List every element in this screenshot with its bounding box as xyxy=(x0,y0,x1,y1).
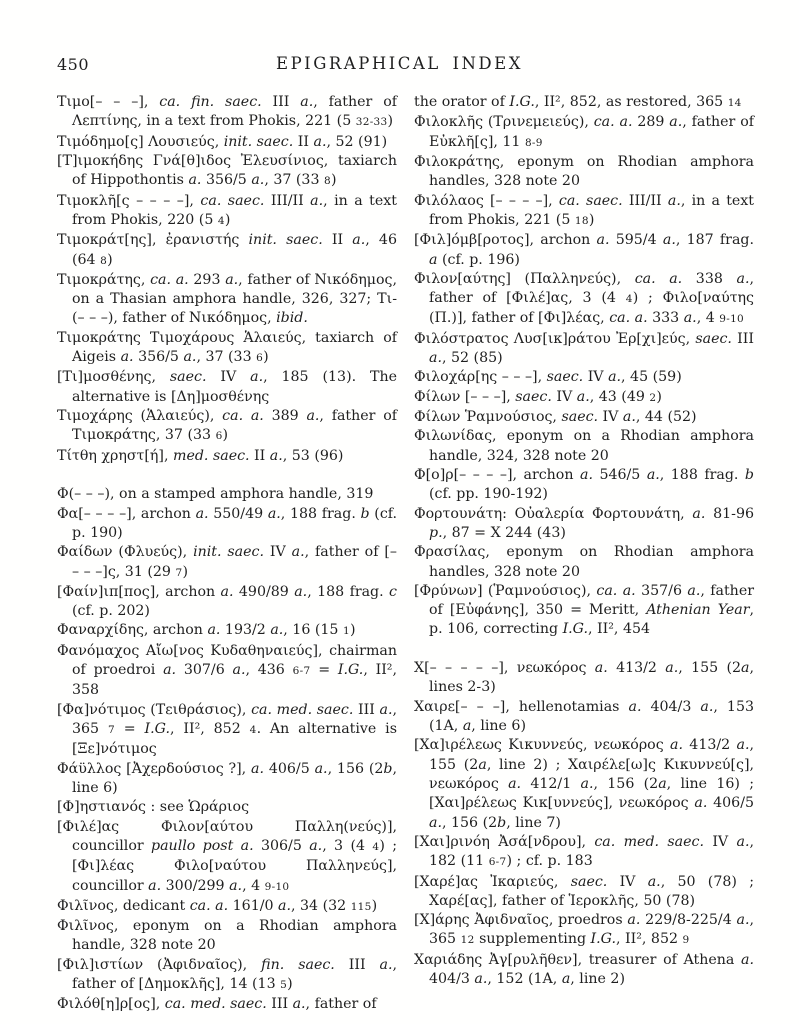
italic-text: a. xyxy=(669,737,683,754)
italic-text: a. xyxy=(665,660,679,677)
index-entry: Τιμοκράτ[ης], ἐρανιστής init. saec. II a., 46 (64 8) xyxy=(57,232,397,268)
italic-text: I.G. xyxy=(144,721,170,737)
italic-text: a. xyxy=(251,760,264,777)
index-entry: Φαναρχίδης, archon a. 193/2 a., 16 (15 1) xyxy=(57,622,356,639)
italic-text: Athenian Year xyxy=(646,602,750,619)
italic-text: a. xyxy=(250,369,264,386)
italic-text: ca. a. xyxy=(189,897,229,914)
italic-text: a. xyxy=(352,232,366,249)
italic-text: a. xyxy=(694,795,708,812)
italic-text: a. xyxy=(379,956,393,973)
index-entry: Φίλων Ῥαμνούσιος, saec. IV a., 44 (52) xyxy=(414,409,697,425)
italic-text: p. xyxy=(429,524,443,541)
italic-text: a. xyxy=(229,877,243,894)
index-entry: Φορτουνάτη: Οὐαλερία Φορτουνάτη, a. 81-96 p., 87 = X 244 (43) xyxy=(414,505,754,541)
italic-text: a. xyxy=(195,505,209,522)
italic-text: a. xyxy=(741,951,754,968)
index-entry: Φίλων [– – –], saec. IV a., 43 (49 2) xyxy=(414,388,662,405)
index-entry: the orator of I.G., II², 852, as restored, 365 14 xyxy=(414,94,742,110)
italic-text: ca. a. xyxy=(222,408,264,424)
index-entry: Χαιρε[– – –], hellenotamias a. 404/3 a., 153 (1A, a, line 6) xyxy=(414,698,754,734)
index-entry: Χ[– – – – –], νεωκόρος a. 413/2 a., 155 (2a, lines 2-3) xyxy=(414,660,755,696)
line-number-ref: 2 xyxy=(649,391,657,404)
italic-text: a. xyxy=(306,408,320,424)
italic-text: a. xyxy=(594,660,608,677)
italic-text: a. xyxy=(700,698,714,715)
italic-text: ca. med. saec. xyxy=(251,701,354,718)
italic-text: a. xyxy=(596,232,610,249)
italic-text: a. xyxy=(207,622,221,639)
italic-text: a xyxy=(658,775,667,792)
italic-text: a. xyxy=(225,271,239,288)
index-entry: Φ[ο]ρ[– – – –], archon a. 546/5 a., 188 frag. b (cf. pp. 190-192) xyxy=(414,466,755,503)
index-entry: Τιμοκλῆ[ς – – – –], ca. saec. III/II a., in a text from Phokis, 220 (5 4) xyxy=(57,192,397,228)
italic-text: a. xyxy=(148,877,162,894)
italic-text: a xyxy=(478,756,487,773)
italic-text: ca. a. xyxy=(150,271,189,288)
italic-text: b xyxy=(360,505,370,522)
italic-text: a. xyxy=(232,662,246,679)
italic-text: ca. a. xyxy=(596,582,636,599)
index-entry: Φιλον[αύτης] (Παλληνεύς), ca. a. 338 a., father of [Φιλέ]ας, 3 (4 4) ; Φιλο[ναύτης (Π.)], father of [Φι]λέας, ca. a. 333 a., 4 9-10 xyxy=(414,270,754,327)
index-entry: Τιμο[– – –], ca. fin. saec. III a., father of Λεπτίνης, in a text from Phokis, 221 (5 32-33) xyxy=(57,94,397,130)
index-entry: Φιλοχάρ[ης – – –], saec. IV a., 45 (59) xyxy=(414,369,682,386)
italic-text: paullo post a. xyxy=(151,837,254,854)
index-entry: Φιλόθ[η]ρ[ος], ca. med. saec. III a., father of xyxy=(57,996,377,1013)
italic-text: ca. a. xyxy=(609,310,648,327)
italic-text: a. xyxy=(736,737,750,754)
italic-text: a. xyxy=(291,544,305,561)
italic-text: a. xyxy=(379,701,393,718)
line-number-ref: 6 xyxy=(215,430,223,443)
index-entry: Τίτθη χρηστ[ή], med. saec. II a., 53 (96) xyxy=(57,447,344,464)
running-head xyxy=(0,54,799,76)
italic-text: a. xyxy=(736,912,750,929)
index-entry: Φιλόστρατος Λυσ[ικ]ράτου Ἐρ[χι]εύς, saec. III a., 52 (85) xyxy=(414,330,754,367)
italic-text: a. xyxy=(736,270,750,287)
italic-text: a. xyxy=(309,837,323,854)
line-number-ref: 9-10 xyxy=(264,880,290,893)
line-number-ref: 1 xyxy=(342,625,350,638)
line-number-ref: 4 xyxy=(217,214,225,227)
italic-text: init. saec. xyxy=(248,232,323,249)
italic-text: a. xyxy=(300,94,314,110)
line-number-ref: 8 xyxy=(324,175,331,188)
italic-text: ca. saec. xyxy=(558,192,623,209)
index-entry: [Φαίν]ιπ[πος], archon a. 490/89 a., 188 frag. c (cf. p. 202) xyxy=(57,583,397,620)
italic-text: init. saec. xyxy=(193,544,264,561)
italic-text: a. xyxy=(163,662,177,679)
italic-text: b xyxy=(744,466,755,483)
line-number-ref: 9 xyxy=(682,934,690,947)
index-entry: [Φρύνων] (Ῥαμνούσιος), ca. a. 357/6 a., father of [Εὐφάνης], 350 = Meritt, Athenian Year, p. 106, correcting I.G., II², 454 xyxy=(414,582,754,638)
line-number-ref: 14 xyxy=(727,97,742,109)
italic-text: a. xyxy=(313,133,327,150)
page-number: 450 xyxy=(57,55,90,74)
index-entry: [Φιλέ]ας Φιλον[αύτου Παλλη(νεύς)], councillor paullo post a. 306/5 a., 3 (4 4) ; [Φι]λέας Φιλο[ναύτου Παλληνεύς], councillor a. 300/299 a., 4 9-10 xyxy=(57,818,398,894)
italic-text: a. xyxy=(576,388,590,405)
italic-text: I.G. xyxy=(562,621,589,638)
italic-text: saec. xyxy=(695,330,732,347)
line-number-ref: 115 xyxy=(350,900,372,913)
index-entry: Φιλοκράτης, eponym on Rhodian amphora handles, 328 note 20 xyxy=(414,153,754,190)
line-number-ref: 6 xyxy=(256,352,264,365)
index-entry: Τιμοχάρης (Ἁλαιεύς), ca. a. 389 a., father of Τιμοκράτης, 37 (33 6) xyxy=(57,408,397,444)
index-entry: Τιμόδημο[ς] Λουσιεύς, init. saec. II a., 52 (91) xyxy=(57,133,388,150)
italic-text: I.G. xyxy=(509,94,535,110)
italic-text: a. xyxy=(474,971,488,988)
index-entry: Φαίδων (Φλυεύς), init. saec. IV a., father of [– – – –]ς, 31 (29 7) xyxy=(57,544,398,580)
italic-text: I.G. xyxy=(337,662,364,679)
left-column xyxy=(57,93,397,1015)
italic-text: a. xyxy=(314,760,328,777)
italic-text: ca. a. xyxy=(634,270,683,287)
italic-text: b xyxy=(497,814,507,831)
italic-text: a. xyxy=(294,583,308,600)
italic-text: a. xyxy=(622,409,636,425)
italic-text: a. xyxy=(692,505,706,522)
italic-text: ca. fin. saec. xyxy=(159,94,262,110)
italic-text: a. xyxy=(188,172,202,189)
italic-text: a. xyxy=(220,583,234,600)
italic-text: ibid. xyxy=(276,310,308,327)
italic-text: saec. xyxy=(546,369,584,386)
index-entry: Χαριάδης Ἀγ[ρυλῆθεν], treasurer of Athena a. 404/3 a., 152 (1A, a, line 2) xyxy=(414,951,754,988)
italic-text: a. xyxy=(736,833,750,850)
italic-text: saec. xyxy=(169,369,207,386)
italic-text: ca. a. xyxy=(593,114,633,131)
italic-text: a. xyxy=(120,349,134,366)
index-entry: [Χαρέ]ας Ἰκαριεύς, saec. IV a., 50 (78) ; Χαρέ[ας], father of Ἱεροκλῆς, 50 (78) xyxy=(414,873,754,909)
italic-text: ca. med. saec. xyxy=(594,833,704,850)
right-column xyxy=(414,93,754,1015)
index-entry: [Τι]μοσθένης, saec. IV a., 185 (13). The alternative is [Δη]μοσθένης xyxy=(57,369,397,405)
index-entry: Φάϋλλος [Ἀχερδούσιος ?], a. 406/5 a., 156 (2b, line 6) xyxy=(57,760,398,796)
italic-text: saec. xyxy=(561,409,599,425)
italic-text: a. xyxy=(647,873,661,890)
italic-text: a. xyxy=(310,192,324,209)
line-number-ref: 5 xyxy=(280,979,288,992)
line-number-ref: 12 xyxy=(460,934,475,947)
index-entry: [Χαι]ρινόη Ἀσά[νδρου], ca. med. saec. IV a., 182 (11 6-7) ; cf. p. 183 xyxy=(414,833,755,870)
italic-text: init. saec. xyxy=(223,133,294,150)
italic-text: a. xyxy=(269,447,283,464)
italic-text: a. xyxy=(292,996,306,1013)
italic-text: a. xyxy=(627,912,641,929)
line-number-ref: 8-9 xyxy=(524,136,543,149)
index-entry: [Τ]ιμοκήδης Γνά[θ]ιδος Ἐλευσίνιος, taxiarch of Hippothontis a. 356/5 a., 37 (33 8) xyxy=(57,152,397,189)
index-entry: Φ(– – –), on a stamped amphora handle, 319 xyxy=(57,486,374,503)
italic-text: a. xyxy=(267,505,281,522)
italic-text: a. xyxy=(608,369,622,386)
line-number-ref: 7 xyxy=(107,724,115,736)
line-number-ref: 18 xyxy=(574,214,589,227)
italic-text: a. xyxy=(251,172,265,189)
index-entry: [Φ]ηστιανός : see Ὡράριος xyxy=(57,799,250,816)
italic-text: a xyxy=(561,971,571,988)
italic-text: a. xyxy=(646,466,660,483)
line-number-ref: 6-7 xyxy=(292,665,311,678)
line-number-ref: 7 xyxy=(175,566,183,579)
italic-text: saec. xyxy=(515,388,552,405)
italic-text: ca. saec. xyxy=(200,192,265,209)
italic-text: a. xyxy=(508,775,522,792)
index-entry: Φιλῖνος, eponym on a Rhodian amphora handle, 328 note 20 xyxy=(57,918,397,954)
line-number-ref: 32-33 xyxy=(355,116,388,129)
line-number-ref: 4 xyxy=(625,293,633,306)
italic-text: b xyxy=(383,760,393,777)
index-entry: [Φιλ]όμβ[ροτος], archon a. 595/4 a., 187 frag. a (cf. p. 196) xyxy=(414,232,754,268)
italic-text: a. xyxy=(687,582,701,599)
index-entry: Φα[– – – –], archon a. 550/49 a., 188 frag. b (cf. p. 190) xyxy=(57,505,398,541)
italic-text: a. xyxy=(429,814,442,831)
page-title: EPIGRAPHICAL INDEX xyxy=(276,54,523,73)
line-number-ref: 9-10 xyxy=(719,313,745,326)
italic-text: a. xyxy=(662,232,676,249)
index-entry: [Χα]ιρέλεως Κικυννεύς, νεωκόρος a. 413/2 a., 155 (2a, line 2) ; Χαιρέλε[ω]ς Κικυννεύ[ς], νεωκόρος a. 412/1 a., 156 (2a, line 16) ; [Χαι]ρέλεως Κικ[υννεύς], νεωκόρος a. 406/5 a., 156 (2b, line 7) xyxy=(414,737,755,831)
index-entry: Τιμοκράτης Τιμοχάρους Ἁλαιεύς, taxiarch of Aigeis a. 356/5 a., 37 (33 6) xyxy=(57,329,397,366)
line-number-ref: 4 xyxy=(372,840,380,853)
index-entry: Φιλῖνος, dedicant ca. a. 161/0 a., 34 (32 115) xyxy=(57,897,378,914)
italic-text: a xyxy=(741,660,750,677)
italic-text: a xyxy=(462,718,472,734)
italic-text: a. xyxy=(429,350,442,367)
italic-text: a. xyxy=(580,775,594,792)
index-entry: Φιλωνίδας, eponym on a Rhodian amphora handle, 324, 328 note 20 xyxy=(414,428,754,464)
italic-text: ca. med. saec. xyxy=(164,996,267,1013)
italic-text: a. xyxy=(183,349,197,366)
italic-text: a. xyxy=(667,192,681,209)
italic-text: c xyxy=(389,583,397,600)
index-columns xyxy=(57,93,754,1015)
italic-text: I.G. xyxy=(590,931,616,948)
italic-text: a. xyxy=(579,466,593,483)
italic-text: saec. xyxy=(570,873,608,890)
index-entry: [Φιλ]ιστίων (Ἀφιδναῖος), fin. saec. III a., father of [Δημοκλῆς], 14 (13 5) xyxy=(57,956,397,993)
index-entry: Φρασίλας, eponym on Rhodian amphora handles, 328 note 20 xyxy=(414,544,754,580)
index-entry: Φιλοκλῆς (Τρινεμειεύς), ca. a. 289 a., father of Εὐκλῆ[ς], 11 8-9 xyxy=(414,114,754,150)
italic-text: a xyxy=(429,251,438,268)
italic-text: a. xyxy=(628,698,642,715)
line-number-ref: 6-7 xyxy=(488,856,507,869)
italic-text: a. xyxy=(278,897,292,914)
index-entry: Φιλόλαος [– – – –], ca. saec. III/II a., in a text from Phokis, 221 (5 18) xyxy=(414,192,754,228)
italic-text: a. xyxy=(270,622,284,639)
index-entry: [Φα]νότιμος (Τειθράσιος), ca. med. saec. III a., 365 7 = I.G., II², 852 4. An alternative is [Ξε]νότιμος xyxy=(57,701,397,758)
index-entry: Φανόμαχος Αἴω[νος Κυδαθηναιεύς], chairman of proedroi a. 307/6 a., 436 6-7 = I.G., II², 358 xyxy=(57,642,398,699)
italic-text: fin. saec. xyxy=(261,956,335,973)
italic-text: a. xyxy=(669,114,683,131)
index-entry: Τιμοκράτης, ca. a. 293 a., father of Νικόδημος, on a Thasian amphora handle, 326, 327; Τι-(– – –), father of Νικόδημος, ibid. xyxy=(57,271,397,327)
index-entry: [Χ]άρης Ἀφιδναῖος, proedros a. 229/8-225/4 a., 365 12 supplementing I.G., II², 852 9 xyxy=(414,912,754,948)
line-number-ref: 4 xyxy=(249,724,257,736)
italic-text: med. saec. xyxy=(173,447,250,464)
italic-text: a. xyxy=(683,310,697,327)
line-number-ref: 8 xyxy=(100,254,108,267)
